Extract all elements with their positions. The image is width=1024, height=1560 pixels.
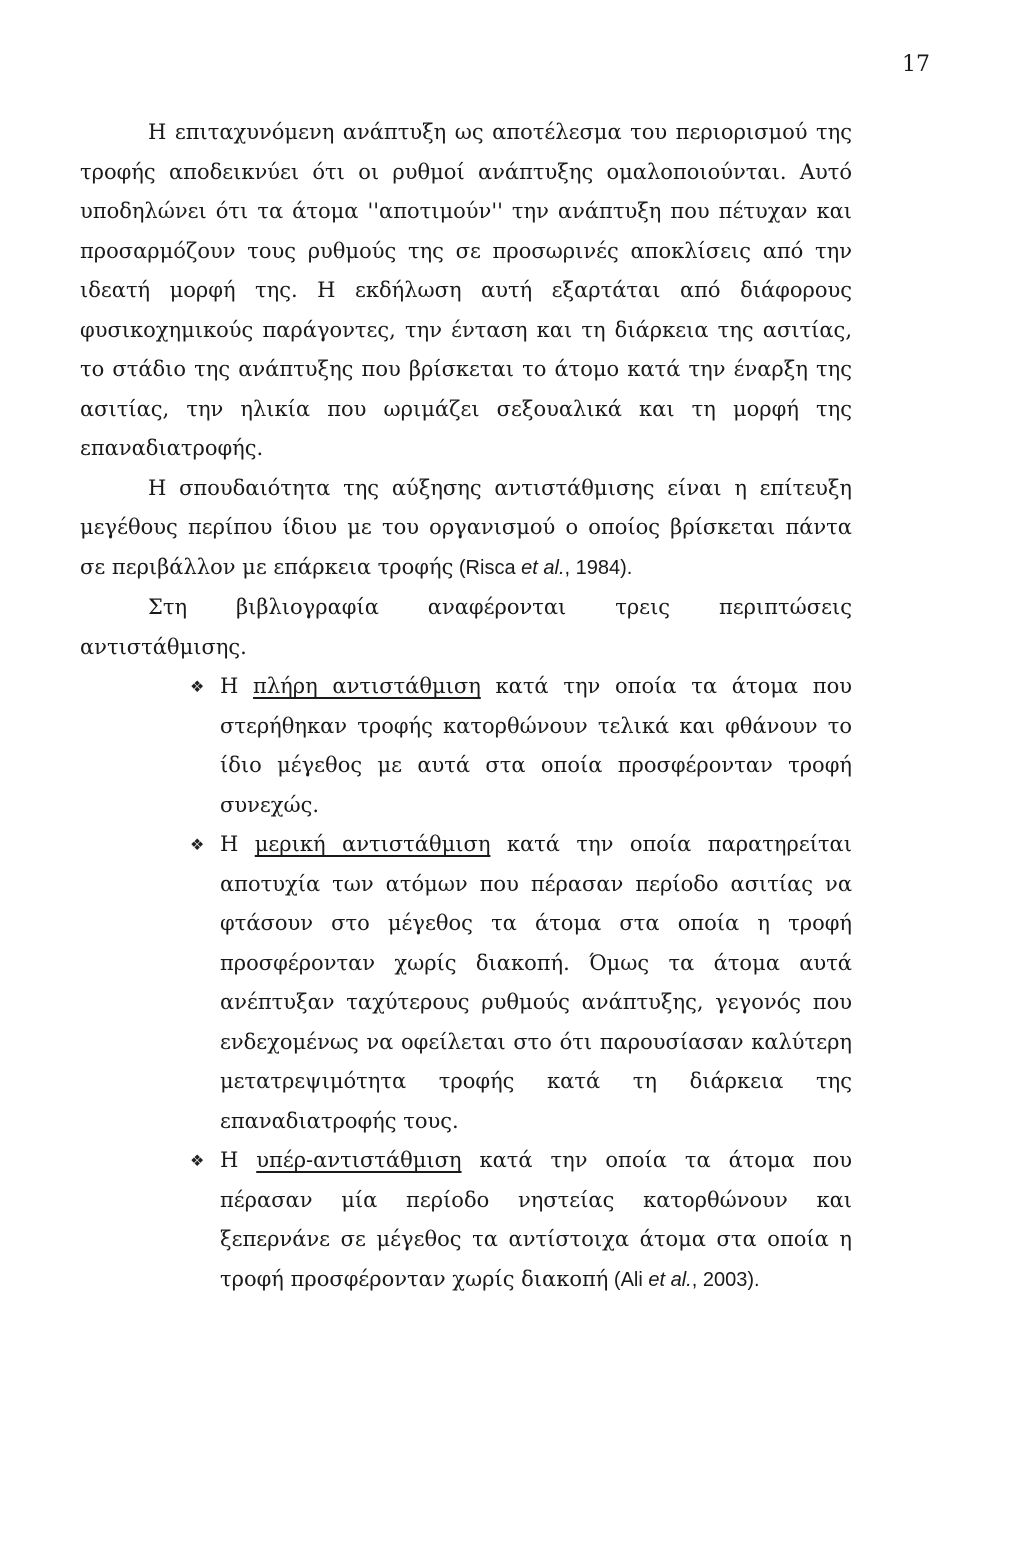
list-item-text: κατά την οποία παρατηρείται αποτυχία των ατόμων που πέρασαν περίοδο ασιτίας να φτάσουν στο μέγεθος τα άτομα στα οποία η τροφή προσφέρονταν χωρίς διακοπή. Όμως τα άτομα αυτά ανέπτυξαν ταχύτερους ρυθμούς ανάπτυξης, γεγονός που ενδεχομένως να οφείλεται στο ότι παρουσίασαν καλύτερη μετατρεψιμότητα τροφής κατά τη διάρκεια της επαναδιατροφής τους. xyxy=(220,832,852,1133)
list-item-full-compensation xyxy=(80,667,852,825)
term-partial-compensation: μερική αντιστάθμιση xyxy=(254,832,491,856)
paragraph-2 xyxy=(80,469,852,589)
citation-et-al: et al. xyxy=(521,556,565,579)
list-item-prefix: Η xyxy=(220,674,254,698)
list-item-text: κατά την οποία τα άτομα που πέρασαν μία περίοδο νηστείας κατορθώνουν και ξεπερνάνε σε μέγεθος τα αντίστοιχα άτομα στα οποία η τροφή προσφέρονταν χωρίς διακοπή xyxy=(220,1148,852,1291)
four-diamond-bullet-icon: ❖ xyxy=(190,677,205,696)
paragraph-1: Η επιταχυνόμενη ανάπτυξη ως αποτέλεσμα του περιορισμού της τροφής αποδεικνύει ότι οι ρυθμοί ανάπτυξης ομαλοποιούνται. Αυτό υποδηλώνει ότι τα άτομα ''αποτιμούν'' την ανάπτυξη που πέτυχαν και προσαρμόζουν τους ρυθμούς της σε προσωρινές αποκλίσεις από την ιδεατή μορφή της. Η εκδήλωση αυτή εξαρτάται από διάφορους φυσικοχημικούς παράγοντες, την ένταση και τη διάρκεια της ασιτίας, το στάδιο της ανάπτυξης που βρίσκεται το άτομο κατά την έναρξη της ασιτίας, την ηλικία που ωριμάζει σεξουαλικά και τη μορφή της επαναδιατροφής. xyxy=(80,120,852,460)
list-item-prefix: Η xyxy=(220,832,255,856)
four-diamond-bullet-icon: ❖ xyxy=(190,835,205,854)
citation-ali xyxy=(608,1269,759,1291)
citation-author: (Risca xyxy=(453,556,522,579)
compensation-types-list xyxy=(80,667,852,1300)
page-number: 17 xyxy=(902,52,930,77)
term-full-compensation: πλήρη αντιστάθμιση xyxy=(253,674,481,698)
citation-year: , 1984). xyxy=(564,556,633,579)
list-item-prefix: Η xyxy=(220,1148,257,1172)
list-item-text: κατά την οποία τα άτομα που στερήθηκαν τροφής κατορθώνουν τελικά και φθάνουν το ίδιο μέγεθος με αυτά στα οποία προσφέρονταν τροφή συνεχώς. xyxy=(220,674,853,817)
citation-author: (Ali xyxy=(608,1268,649,1291)
citation-year: , 2003). xyxy=(691,1268,760,1291)
citation-et-al: et al. xyxy=(648,1268,692,1291)
citation-risca xyxy=(453,557,632,579)
list-item-partial-compensation xyxy=(80,825,852,1141)
four-diamond-bullet-icon: ❖ xyxy=(190,1151,205,1170)
document-body xyxy=(80,113,852,1300)
paragraph-2-text: Η σπουδαιότητα της αύξησης αντιστάθμισης είναι η επίτευξη μεγέθους περίπου ίδιου με του οργανισμού ο οποίος βρίσκεται πάντα σε περιβάλλον με επάρκεια τροφής xyxy=(80,475,852,579)
term-over-compensation: υπέρ-αντιστάθμιση xyxy=(256,1148,462,1172)
paragraph-3: Στη βιβλιογραφία αναφέρονται τρεις περιπτώσεις αντιστάθμισης. xyxy=(80,595,852,659)
list-item-over-compensation xyxy=(80,1141,852,1300)
